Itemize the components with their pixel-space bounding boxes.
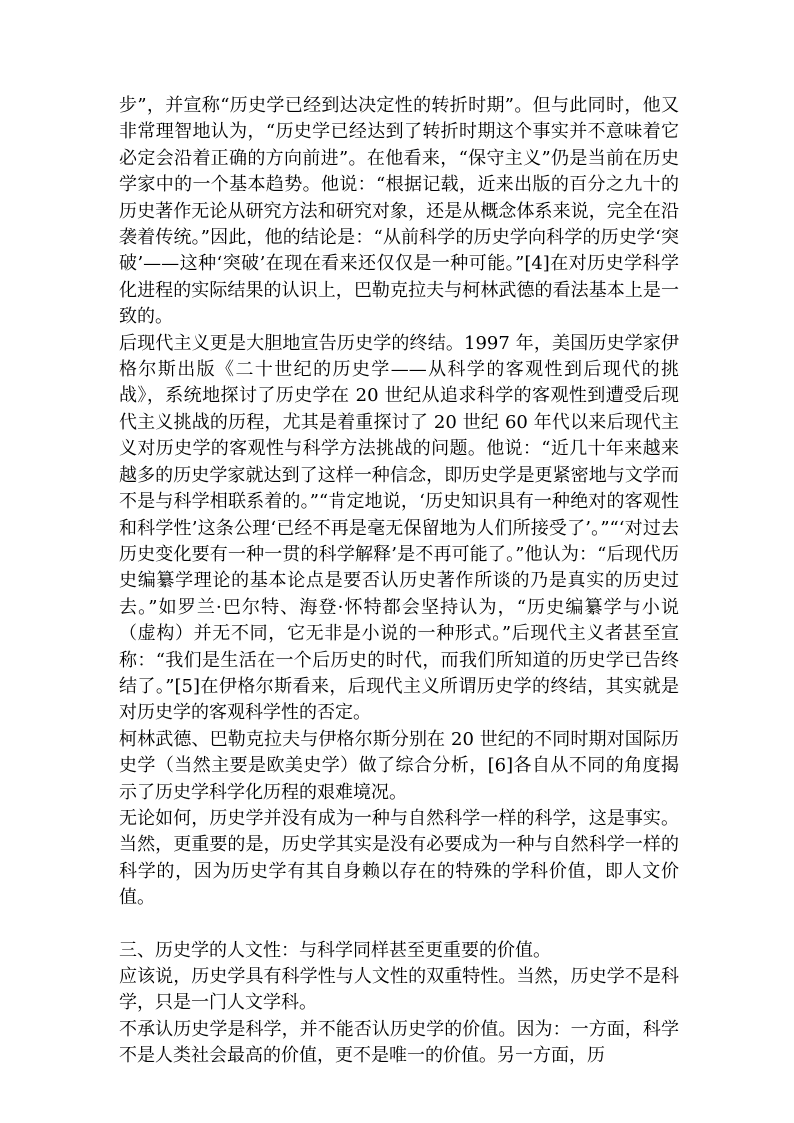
section-paragraph-2: 不承认历史学是科学，并不能否认历史学的价值。因为：一方面，科学不是人类社会最高的价值，更不是唯一的价值。另一方面，历 xyxy=(119,1018,679,1067)
body-paragraph-4: 无论如何，历史学并没有成为一种与自然科学一样的科学，这是事实。当然，更重要的是，历史学其实是没有必要成为一种与自然科学一样的科学的，因为历史学有其自身赖以存在的特殊的学科价值，即人文价值。 xyxy=(119,807,679,909)
section-paragraph-1: 应该说，历史学具有科学性与人文性的双重特性。当然，历史学不是科学，只是一门人文学科。 xyxy=(119,966,679,1014)
body-paragraph-3: 柯林武德、巴勒克拉夫与伊格尔斯分别在 20 世纪的不同时期对国际历史学（当然主要是欧美史学）做了综合分析，[6]各自从不同的角度揭示了历史学科学化历程的艰难境况。 xyxy=(119,728,679,803)
section-heading: 三、历史学的人文性：与科学同样甚至更重要的价值。 xyxy=(119,939,551,961)
body-paragraph-2: 后现代主义更是大胆地宣告历史学的终结。1997 年，美国历史学家伊格尔斯出版《二十世纪的历史学——从科学的客观性到后现代的挑战》，系统地探讨了历史学在 20 世纪从追求科学的客观性到遭受后现代主义挑战的历程，尤其是着重探讨了 20 世纪 60 年代以来后现代主义对历史学的客观性与科学方法挑战的问题。他说：“近几十年来越来越多的历史学家就达到了这样一种信念，即历史学是更紧密地与文学而不是与科学相联系着的。”“肯定地说，‘历史知识具有一种绝对的客观性和科学性’这条公理‘已经不再是毫无保留地为人们所接受了’。”“‘对过去历史变化要有一种一贯的科学解释’是不再可能了。”他认为：“后现代历史编纂学理论的基本论点是要否认历史著作所谈的乃是真实的历史过去。”如罗兰·巴尔特、海登·怀特都会坚持认为，“历史编纂学与小说（虚构）并无不同，它无非是小说的一种形式。”后现代主义者甚至宣称：“我们是生活在一个后历史的时代，而我们所知道的历史学已告终结了。”[5]在伊格尔斯看来，后现代主义所谓历史学的终结，其实就是对历史学的客观科学性的否定。 xyxy=(119,332,679,724)
document-page xyxy=(119,93,679,1070)
body-paragraph-1: 步”，并宣称“历史学已经到达决定性的转折时期”。但与此同时，他又非常理智地认为，“历史学已经达到了转折时期这个事实并不意味着它必定会沿着正确的方向前进”。在他看来，“保守主义”仍是当前在历史学家中的一个基本趋势。他说：“根据记载，近来出版的百分之九十的历史著作无论从研究方法和研究对象，还是从概念体系来说，完全在沿袭着传统。”因此，他的结论是：“从前科学的历史学向科学的历史学‘突破’——这种‘突破’在现在看来还仅仅是一种可能。”[4]在对历史学科学化进程的实际结果的认识上，巴勒克拉夫与柯林武德的看法基本上是一致的。 xyxy=(119,95,679,328)
